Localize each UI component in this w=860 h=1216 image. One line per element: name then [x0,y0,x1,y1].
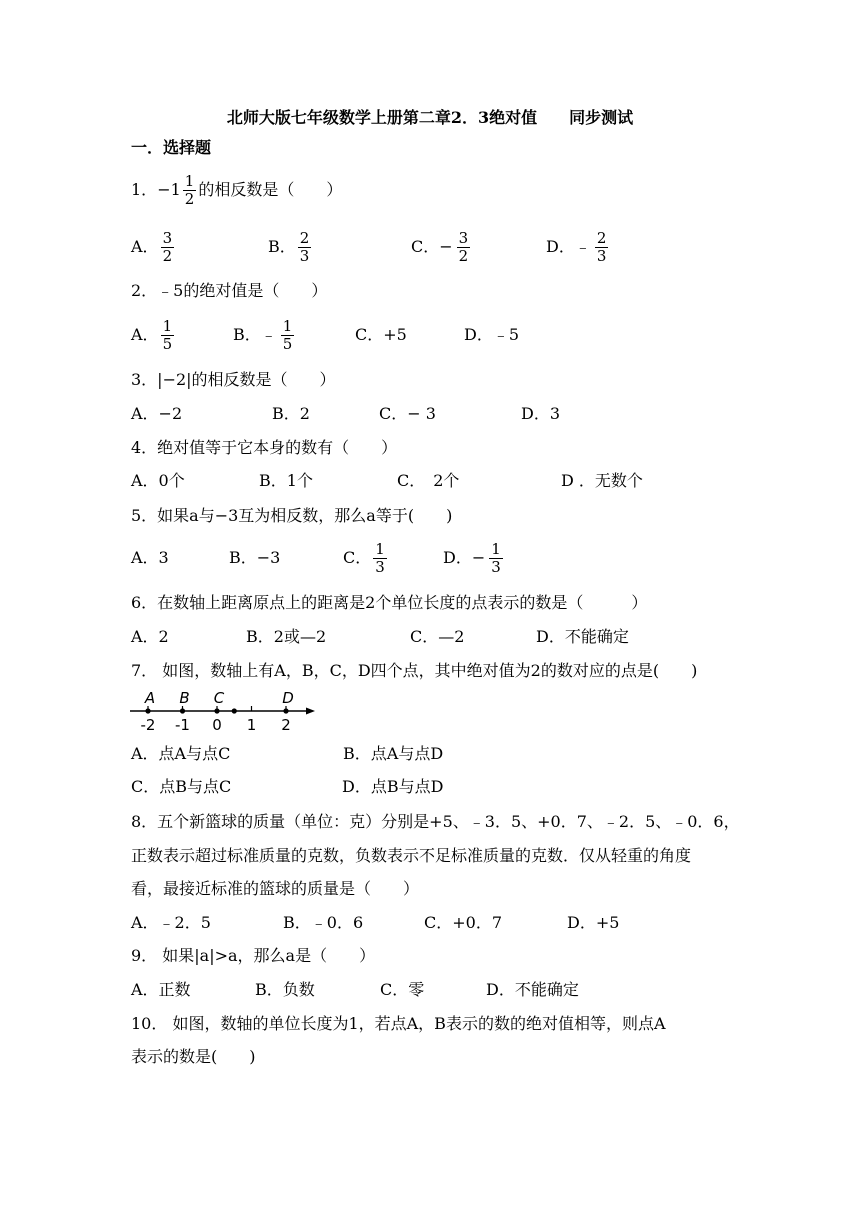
question-6: 6．在数轴上距离原点上的距离是2个单位长度的点表示的数是（ ） [131,593,648,612]
q1-option-a[interactable] [131,226,176,268]
axis-point [283,708,288,713]
q6-option-a[interactable]: A．2 [131,627,169,646]
fraction [161,318,175,353]
option-label: D． [443,548,472,567]
number-line-figure [128,686,328,734]
fraction [281,318,295,353]
option-label: C． [411,237,440,256]
numerator: 1 [184,171,195,190]
denominator: 5 [162,334,173,353]
q1-option-d[interactable] [546,226,610,268]
question-text: 的相反数是（ ） [198,180,343,199]
fraction [161,230,175,265]
point-letter: C [213,689,225,707]
axis-arrow [306,708,315,715]
denominator: 3 [596,246,607,265]
q1-option-c[interactable] [411,226,472,268]
page-title: 北师大版七年级数学上册第二章2．3绝对值 同步测试 [226,108,634,127]
numerator: 3 [458,228,469,247]
point-letter: A [144,689,156,707]
q4-option-b[interactable]: B．1个 [259,471,313,490]
question-10-line-1: 10． 如图，数轴的单位长度为1，若点A，B表示的数的绝对值相等，则点A [131,1014,666,1033]
q9-option-b[interactable]: B．负数 [255,980,315,999]
axis-point [180,708,185,713]
axis-point [145,708,150,713]
question-number: 1． [131,180,158,199]
q8-option-a[interactable]: A．﹣2．5 [131,913,211,932]
point-letter: B [179,689,190,707]
q1-option-b[interactable] [268,226,313,268]
option-label: A． [131,325,159,344]
minus-sign: ﹣ [260,325,277,344]
numerator: 1 [375,539,385,558]
question-3: 3．|−2|的相反数是（ ） [131,370,336,389]
mixed-number-whole: −1 [157,180,181,199]
q3-option-c[interactable]: C．− 3 [379,404,436,423]
tick-label: 0 [212,716,222,734]
fraction [457,230,471,265]
question-10-line-2: 表示的数是( ) [131,1047,256,1066]
minus-sign: − [471,548,486,567]
q3-option-b[interactable]: B．2 [272,404,310,423]
option-label: B． [268,237,296,256]
question-4: 4．绝对值等于它本身的数有（ ） [131,438,398,457]
q8-option-d[interactable]: D．+5 [567,913,620,932]
q2-option-c[interactable]: C．+5 [355,325,407,344]
q4-option-d[interactable]: D ．无数个 [561,471,643,490]
question-9: 9． 如果|a|>a，那么a是（ ） [131,946,376,965]
fraction [183,173,197,208]
tick-label: -1 [175,716,190,734]
denominator: 2 [162,246,173,265]
tick-label: 1 [246,716,257,734]
numerator: 2 [596,228,607,247]
question-8-line-3: 看，最接近标准的篮球的质量是（ ） [131,879,420,898]
q7-option-d[interactable]: D．点B与点D [342,777,444,796]
minus-sign: ﹣ [574,237,591,256]
q7-option-c[interactable]: C．点B与点C [131,777,232,796]
q6-option-d[interactable]: D．不能确定 [536,627,629,646]
q2-option-d[interactable]: D．﹣5 [464,325,520,344]
numerator: 2 [299,228,310,247]
fraction [489,541,503,576]
q4-option-a[interactable]: A．0个 [131,471,185,490]
axis-point [232,708,237,713]
point-letter: D [282,689,294,707]
axis-point [214,708,219,713]
option-label: B． [233,325,261,344]
q5-option-a[interactable]: A．3 [131,548,169,567]
q9-option-c[interactable]: C．零 [380,980,425,999]
numerator: 1 [491,539,501,558]
numerator: 1 [282,316,293,335]
tick-label: 2 [281,716,291,734]
question-8-line-2: 正数表示超过标准质量的克数，负数表示不足标准质量的克数．仅从轻重的角度 [131,846,692,865]
q5-option-c[interactable] [343,537,389,579]
denominator: 2 [184,189,195,208]
denominator: 3 [375,557,385,576]
q3-option-d[interactable]: D．3 [521,404,561,423]
q9-option-a[interactable]: A．正数 [131,980,191,999]
q8-option-c[interactable]: C．+0．7 [424,913,503,932]
option-label: A． [131,237,159,256]
question-2: 2．﹣5的绝对值是（ ） [131,281,328,300]
q2-option-b[interactable] [233,314,296,356]
q6-option-c[interactable]: C．—2 [410,627,465,646]
q5-option-b[interactable]: B．−3 [229,548,281,567]
q6-option-b[interactable]: B．2或—2 [246,627,327,646]
denominator: 2 [458,246,469,265]
question-7: 7． 如图，数轴上有A，B，C，D四个点，其中绝对值为2的数对应的点是( ) [131,661,698,680]
numerator: 1 [162,316,173,335]
denominator: 3 [491,557,501,576]
q7-option-a[interactable]: A．点A与点C [131,744,231,763]
q4-option-c[interactable]: C． 2个 [397,471,460,490]
fraction [373,541,387,576]
q5-option-d[interactable] [443,537,505,579]
q2-option-a[interactable] [131,314,176,356]
fraction [298,230,312,265]
q9-option-d[interactable]: D．不能确定 [486,980,579,999]
option-label: D． [546,237,575,256]
question-5: 5．如果a与−3互为相反数，那么a等于( ) [131,506,453,525]
option-label: C． [343,548,372,567]
q3-option-a[interactable]: A．−2 [131,404,183,423]
fraction [595,230,609,265]
section-heading: 一．选择题 [131,138,212,157]
q7-option-b[interactable]: B．点A与点D [343,744,444,763]
question-1 [131,170,342,210]
denominator: 3 [299,246,310,265]
minus-sign: − [439,237,453,256]
question-8-line-1: 8．五个新篮球的质量（单位：克）分别是+5、﹣3．5、+0．7、﹣2．5、﹣0．6， [131,812,740,831]
tick-label: -2 [140,716,156,734]
numerator: 3 [162,228,173,247]
denominator: 5 [282,334,293,353]
q8-option-b[interactable]: B．﹣0．6 [283,913,364,932]
